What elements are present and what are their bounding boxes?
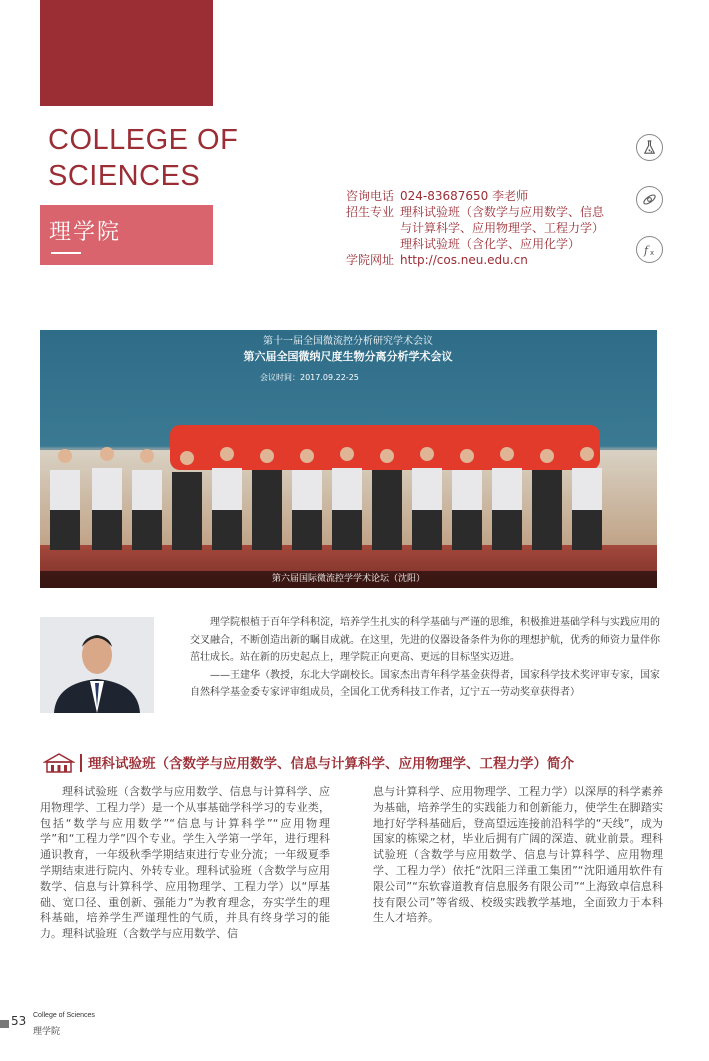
major-line2: 与计算科学、应用物理学、工程力学） [400,221,605,235]
quote-paragraph: 理学院根植于百年学科积淀，培养学生扎实的科学基础与严谨的思维，积极推进基础学科与实践应用的交叉融合，不断创造出新的瞩目成就。在这里，先进的仪器设备条件为你的理想护航，优秀的师资力量伴你茁壮成长。站在新的历史起点上，理学院正向更高、更远的目标坚实迈进。 [190,617,660,663]
major-line3: 理科试验班（含化学、应用化学） [400,237,581,251]
photo-caption: 第六届国际微流控学学术论坛（沈阳） [271,574,425,584]
page-number: 53 [11,1014,27,1028]
banner-date: 会议时间：2017.09.22-25 [260,373,359,382]
group-photo [40,330,657,588]
footer-college-cn: 理学院 [33,1027,61,1037]
quote-signature: ——王建华（教授，东北大学副校长。国家杰出青年科学基金获得者，国家科学技术奖评审专家，国家自然科学基金委专家评审组成员，全国化工优秀科技工作者，辽宁五一劳动奖章获得者） [190,669,660,698]
college-title-line1: COLLEGE OF [48,124,239,156]
major-label: 招生专业 [346,205,395,219]
body-text-right: 息与计算科学、应用物理学、工程力学）以深厚的科学素养为基础，培养学生的实践能力和创新能力，使学生在脚踏实地打好学科基础后，登高望远连接前沿科学的“天线”，成为国家的栋梁之材，毕业后拥有广阔的深造、就业前景。理科试验班（含数学与应用数学、信息与计算科学、应用物理学、工程力学）依托“沈阳三洋重工集团”“沈阳通用软件有限公司”“东软睿道教育信息服务有限公司”“上海致卓信息科技有限公司”等省级、校级实践教学基地，全面致力于本科生人才培养。 [373,785,663,925]
college-title-cn: 理学院 [49,220,122,245]
website-label: 学院网址 [346,253,395,267]
college-title-en [48,122,238,194]
website-row [346,252,604,268]
page-footer [0,1008,120,1038]
quote-block [190,614,660,702]
phone-row [346,188,604,204]
atom-orbit-icon [636,186,663,213]
section-heading [40,750,665,778]
college-title-line2: SCIENCES [48,160,201,192]
section-divider [80,754,82,772]
group-photo-image [40,330,657,588]
body-text-left: 理科试验班（含数学与应用数学、信息与计算科学、应用物理学、工程力学）是一个从事基础学科学习的专业类，包括“数学与应用数学”“信息与计算科学”“应用物理学”和“工程力学”四个专业。学生入学第一学年，进行理科通识教育，一年级秋季学期结束进行专业分流；一年级夏季学期结束进行院内、外转专业。理科试验班（含数学与应用数学、信息与计算科学、应用物理学、工程力学）以“厚基础、宽口径、重创新、强能力”为教育理念，夯实学生的理科基础，培养学生严谨理性的气质，并具有终身学习的能力。理科试验班（含数学与应用数学、信 [40,785,330,941]
svg-text:f: f [643,243,648,257]
portrait-image [40,617,154,713]
chemistry-flask-icon [636,134,663,161]
fx-function-icon [636,236,663,263]
banner-title-line2: 第六届全国微纳尺度生物分离分析学术会议 [243,350,453,363]
body-column-left [40,784,330,942]
svg-text:x: x [649,248,654,257]
section-title: 理科试验班（含数学与应用数学、信息与计算科学、应用物理学、工程力学）简介 [88,756,574,772]
vice-president-portrait [40,617,154,713]
footer-college-en: College of Sciences [33,1012,95,1019]
contact-info [346,188,604,268]
college-title-cn-box [40,205,213,265]
website-link[interactable]: http://cos.neu.edu.cn [400,253,528,267]
major-row [346,204,604,220]
body-column-right [373,784,663,926]
school-building-icon [43,752,75,778]
banner-title-line1: 第十一届全国微流控分析研究学术会议 [263,336,433,347]
header-color-block [40,0,213,106]
phone-value: 024-83687650 李老师 [400,189,529,203]
title-underline [51,252,81,254]
major-line1: 理科试验班（含数学与应用数学、信息 [400,205,605,219]
phone-label: 咨询电话 [346,189,395,203]
footer-bar [0,1020,9,1028]
